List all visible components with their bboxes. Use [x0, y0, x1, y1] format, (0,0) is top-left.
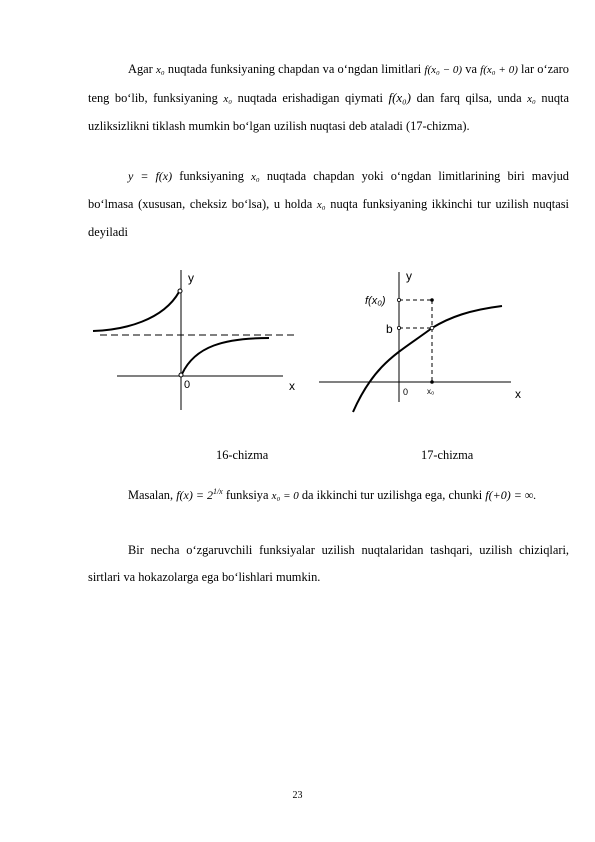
text: funksiyaning [179, 169, 244, 183]
text: nuqtada erishadigan qiymati [237, 91, 383, 105]
text: nuqta funksiyaning ikkinchi tur uzilish nuqtasi deyiladi [88, 197, 569, 239]
text: va [465, 62, 477, 76]
text: funksiya [225, 488, 269, 502]
filled-point-fx0 [430, 298, 434, 302]
origin-label: 0 [184, 379, 191, 391]
math-x0: x₀ [155, 64, 165, 76]
tick-b [397, 326, 400, 329]
math-example-point: x₀ = 0 [271, 490, 299, 502]
function-curve [353, 306, 502, 412]
text: da ikkinchi tur uzilishga ega, chunki [301, 488, 483, 502]
math-x0: x₀ [527, 93, 536, 105]
math-y-eq-fx: y = f(x) [128, 169, 173, 183]
open-point-bottom [179, 373, 183, 377]
math-example-function: $f(x) = 2^{1/x}$ [176, 487, 223, 502]
open-point-b [430, 326, 434, 330]
figure-16-caption: 16-chizma [216, 448, 269, 462]
origin-label: 0 [403, 387, 409, 397]
math-x0: x₀ [316, 199, 326, 211]
math-example-exponent: 1/x [212, 487, 223, 496]
text: Masalan, [128, 488, 174, 502]
y-axis-label: y [188, 271, 194, 285]
page-number: 23 [292, 790, 303, 801]
tick-fx0 [397, 298, 400, 301]
math-x0: x₀ [223, 93, 233, 105]
math-x0: x₀ [251, 171, 260, 183]
math-left-limit: f(x₀ − 0) [424, 64, 463, 76]
text: nuqtada funksiyaning chapdan va o‘ngdan limitlari [167, 62, 422, 76]
curve-right-branch [182, 338, 269, 374]
math-right-limit: f(x₀ + 0) [480, 64, 518, 76]
text: dan farq qilsa, unda [416, 91, 522, 105]
fx0-label: f(x₀) [365, 295, 386, 307]
paragraph-second-kind-discontinuity [88, 163, 569, 246]
figure-16-graph [85, 262, 310, 417]
paragraph-example [88, 478, 569, 510]
x-axis-label: x [515, 387, 521, 401]
text: nuqta uzliksizlikni tiklash mumkin bo‘lgan uzilish nuqtasi deb ataladi (17-chizma). [88, 91, 569, 133]
x0-label: x₀ [427, 387, 435, 396]
text: Agar [128, 62, 153, 76]
x-axis-label: x [289, 379, 295, 393]
figure-17-caption: 17-chizma [421, 448, 474, 462]
y-axis-label: y [406, 269, 412, 283]
b-label: b [386, 322, 393, 336]
math-f-x0: f(x₀) [388, 90, 412, 105]
open-point-x0 [430, 380, 434, 384]
open-point-top [178, 289, 182, 293]
text: lar o‘zaro teng bo‘lib, funksiyaning [88, 62, 569, 105]
curve-left-branch [93, 292, 179, 331]
paragraph-removable-discontinuity [88, 56, 569, 140]
paragraph-multivariable: Bir necha o‘zgaruvchili funksiyalar uzilish nuqtalaridan tashqari, uzilish chiziqlari, sirtlari va hokazolarga ega bo‘lishlari mumkin. [88, 543, 569, 584]
text: nuqtada chapdan yoki o‘ngdan limitlarining biri mavjud bo‘lmasa (xususan, cheksiz bo‘lsa), u holda [88, 169, 569, 211]
math-example-limit: f(+0) = ∞. [485, 488, 537, 502]
figure-17-graph [315, 262, 530, 417]
